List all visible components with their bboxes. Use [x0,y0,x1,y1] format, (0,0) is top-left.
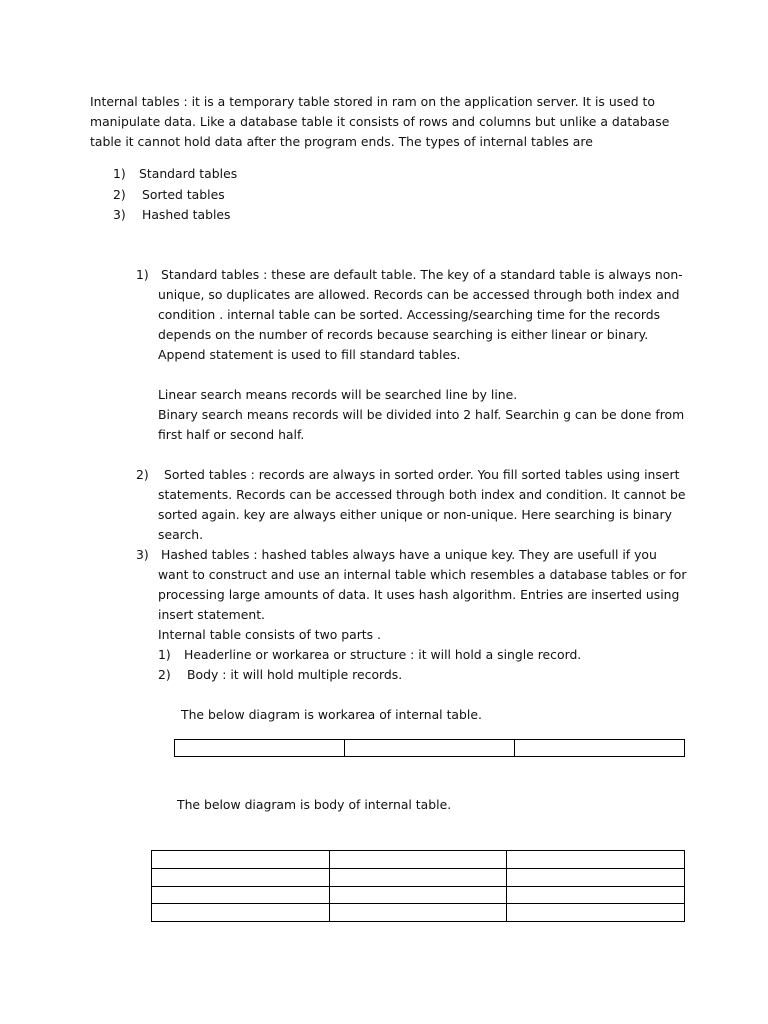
table-cell [507,886,685,904]
standard-line: unique, so duplicates are allowed. Records can be accessed through both index and [158,287,680,302]
workarea-caption: The below diagram is workarea of internal table. [181,707,482,722]
table-cell [329,904,507,922]
table-cell [507,868,685,886]
section-number: 1) [136,267,149,282]
sorted-line: statements. Records can be accessed through both index and condition. It cannot be [158,487,686,502]
table-cell [152,904,330,922]
table-cell [175,740,345,757]
sorted-line: sorted again. key are always either unique or non-unique. Here searching is binary [158,507,672,522]
section-number: 2) [136,467,149,482]
search-line: Linear search means records will be searched line by line. [158,387,518,402]
workarea-diagram [174,739,685,757]
part-item: Headerline or workarea or structure : it will hold a single record. [184,647,582,662]
list-number: 1) [113,166,126,181]
sorted-line: Sorted tables : records are always in sorted order. You fill sorted tables using insert [164,467,680,482]
standard-line: condition . internal table can be sorted. Accessing/searching time for the records [158,307,661,322]
table-cell [507,851,685,869]
standard-line: depends on the number of records because searching is either linear or binary. [158,327,649,342]
table-row [152,886,685,904]
search-line: first half or second half. [158,427,305,442]
hashed-line: want to construct and use an internal table which resembles a database tables or for [158,567,687,582]
standard-line: Standard tables : these are default table. The key of a standard table is always non- [161,267,683,282]
table-row [152,904,685,922]
table-cell [329,851,507,869]
part-item: Body : it will hold multiple records. [187,667,403,682]
part-number: 2) [158,667,171,682]
body-diagram [151,850,685,922]
body-caption: The below diagram is body of internal table. [177,797,452,812]
table-row [152,868,685,886]
intro-line: table it cannot hold data after the program ends. The types of internal tables are [90,134,593,149]
table-cell [329,868,507,886]
search-line: Binary search means records will be divided into 2 half. Searchin g can be done from [158,407,685,422]
list-item: Standard tables [139,166,238,181]
list-number: 3) [113,207,126,222]
list-item: Sorted tables [142,187,225,202]
intro-line: Internal tables : it is a temporary table stored in ram on the application server. It is used to [90,94,655,109]
hashed-line: Internal table consists of two parts . [158,627,382,642]
table-cell [152,868,330,886]
table-cell [152,886,330,904]
hashed-line: insert statement. [158,607,265,622]
hashed-line: processing large amounts of data. It uses hash algorithm. Entries are inserted using [158,587,680,602]
list-number: 2) [113,187,126,202]
standard-line: Append statement is used to fill standard tables. [158,347,461,362]
intro-line: manipulate data. Like a database table it consists of rows and columns but unlike a database [90,114,670,129]
table-cell [507,904,685,922]
table-row [175,740,685,757]
part-number: 1) [158,647,171,662]
table-row [152,851,685,869]
table-cell [152,851,330,869]
section-number: 3) [136,547,149,562]
table-cell [515,740,685,757]
hashed-line: Hashed tables : hashed tables always have a unique key. They are usefull if you [161,547,657,562]
list-item: Hashed tables [142,207,231,222]
sorted-line: search. [158,527,204,542]
table-cell [329,886,507,904]
intro-paragraph [90,92,670,152]
table-cell [345,740,515,757]
